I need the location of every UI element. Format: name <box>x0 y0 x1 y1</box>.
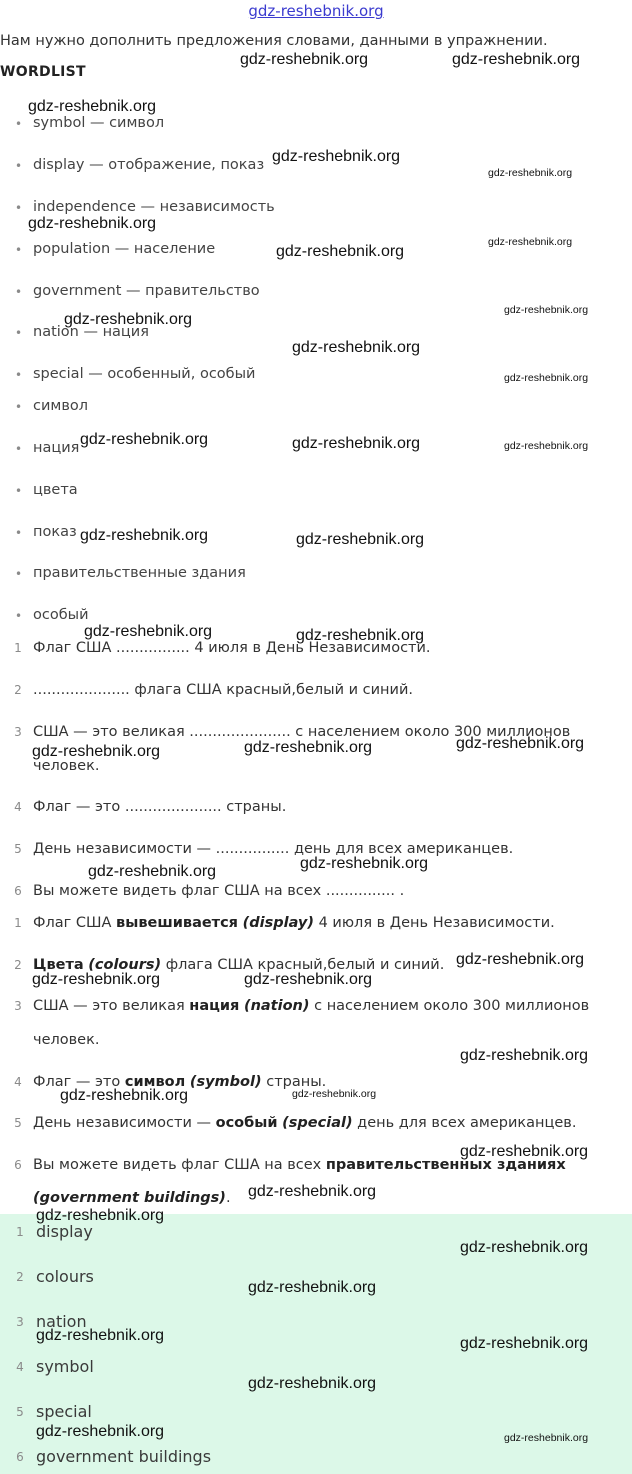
header-watermark-link[interactable]: gdz-reshebnik.org <box>248 2 384 20</box>
watermark: gdz-reshebnik.org <box>276 243 405 260</box>
answer-sentence: Флаг — это символ (symbol) страны. <box>33 1074 327 1090</box>
short-answer: nation <box>36 1312 87 1331</box>
short-answer-number: 3 <box>16 1315 24 1329</box>
watermark: gdz-reshebnik.org <box>488 167 573 179</box>
watermark: gdz-reshebnik.org <box>36 1207 165 1224</box>
watermark: gdz-reshebnik.org <box>60 1087 189 1104</box>
wordlist-item: • нация <box>33 440 79 456</box>
intro-text: Нам нужно дополнить предложения словами, данными в упражнении. <box>0 33 548 49</box>
wordlist-item: • правительственные здания <box>33 565 246 581</box>
answer-number: 5 <box>14 1116 22 1130</box>
watermark: gdz-reshebnik.org <box>80 527 209 544</box>
exercise-number: 4 <box>14 800 22 814</box>
answer-number: 2 <box>14 958 22 972</box>
watermark: gdz-reshebnik.org <box>80 431 209 448</box>
short-answer-number: 1 <box>16 1225 24 1239</box>
answer-sentence: США — это великая нация (nation) с населением около 300 миллионов <box>33 998 590 1014</box>
answer-sentence: Вы можете видеть флаг США на всех правительственных зданиях <box>33 1157 566 1173</box>
short-answer: colours <box>36 1267 94 1286</box>
watermark: gdz-reshebnik.org <box>504 372 589 384</box>
watermark: gdz-reshebnik.org <box>244 739 373 756</box>
watermark: gdz-reshebnik.org <box>300 855 429 872</box>
watermark: gdz-reshebnik.org <box>32 971 161 988</box>
wordlist-item: • special — особенный, особый <box>33 366 255 382</box>
exercise-sentence-continuation: человек. <box>33 758 100 774</box>
exercise-sentence: США — это великая ...................... с населением около 300 миллионов <box>33 724 571 740</box>
watermark: gdz-reshebnik.org <box>36 1327 165 1344</box>
wordlist-item: • символ <box>33 398 88 414</box>
watermark: gdz-reshebnik.org <box>32 743 161 760</box>
wordlist-item: • особый <box>33 607 89 623</box>
watermark: gdz-reshebnik.org <box>292 339 421 356</box>
watermark: gdz-reshebnik.org <box>456 951 585 968</box>
exercise-number: 6 <box>14 884 22 898</box>
exercise-sentence: Флаг США ................ 4 июля в День Независимости. <box>33 640 431 656</box>
short-answer-number: 6 <box>16 1450 24 1464</box>
watermark: gdz-reshebnik.org <box>36 1423 165 1440</box>
watermark: gdz-reshebnik.org <box>292 1088 377 1100</box>
exercise-sentence: ..................... флага США красный,белый и синий. <box>33 682 413 698</box>
answer-sentence: Флаг США вывешивается (display) 4 июля в День Независимости. <box>33 915 555 931</box>
watermark: gdz-reshebnik.org <box>460 1047 589 1064</box>
answer-number: 4 <box>14 1075 22 1089</box>
exercise-sentence: День независимости — ................ день для всех американцев. <box>33 841 514 857</box>
answer-number: 6 <box>14 1158 22 1172</box>
short-answer: government buildings <box>36 1447 212 1466</box>
watermark: gdz-reshebnik.org <box>244 971 373 988</box>
watermark: gdz-reshebnik.org <box>272 148 401 165</box>
watermark: gdz-reshebnik.org <box>460 1239 589 1256</box>
watermark: gdz-reshebnik.org <box>296 627 425 644</box>
short-answer: symbol <box>36 1357 94 1376</box>
wordlist-item: • government — правительство <box>33 283 260 299</box>
wordlist-item: • display — отображение, показ <box>33 157 264 173</box>
exercise-sentence: Вы можете видеть флаг США на всех ............... . <box>33 883 405 899</box>
answer-sentence: День независимости — особый (special) день для всех американцев. <box>33 1115 577 1131</box>
wordlist-item: • independence — независимость <box>33 199 275 215</box>
wordlist-item: • цвета <box>33 482 78 498</box>
wordlist-item: • nation — нация <box>33 324 149 340</box>
answer-sentence-continuation: (government buildings). <box>33 1190 231 1206</box>
exercise-number: 3 <box>14 725 22 739</box>
short-answer-number: 4 <box>16 1360 24 1374</box>
watermark: gdz-reshebnik.org <box>460 1335 589 1352</box>
watermark: gdz-reshebnik.org <box>504 440 589 452</box>
watermark: gdz-reshebnik.org <box>292 435 421 452</box>
exercise-number: 2 <box>14 683 22 697</box>
watermark: gdz-reshebnik.org <box>28 215 157 232</box>
wordlist-title: WORDLIST <box>0 64 86 80</box>
watermark: gdz-reshebnik.org <box>504 1432 589 1444</box>
watermark: gdz-reshebnik.org <box>248 1183 377 1200</box>
answer-sentence: Цвета (colours) флага США красный,белый и синий. <box>33 957 445 973</box>
watermark: gdz-reshebnik.org <box>88 863 217 880</box>
watermark: gdz-reshebnik.org <box>28 98 157 115</box>
answer-sentence-continuation: человек. <box>33 1032 100 1048</box>
exercise-sentence: Флаг — это ..................... страны. <box>33 799 287 815</box>
watermark: gdz-reshebnik.org <box>84 623 213 640</box>
answer-number: 3 <box>14 999 22 1013</box>
watermark: gdz-reshebnik.org <box>504 304 589 316</box>
watermark: gdz-reshebnik.org <box>64 311 193 328</box>
watermark: gdz-reshebnik.org <box>296 531 425 548</box>
watermark: gdz-reshebnik.org <box>248 1375 377 1392</box>
answer-number: 1 <box>14 916 22 930</box>
short-answer-number: 5 <box>16 1405 24 1419</box>
short-answer: special <box>36 1402 92 1421</box>
exercise-number: 5 <box>14 842 22 856</box>
short-answer-number: 2 <box>16 1270 24 1284</box>
wordlist-item: • population — население <box>33 241 215 257</box>
watermark: gdz-reshebnik.org <box>456 735 585 752</box>
watermark: gdz-reshebnik.org <box>240 51 369 68</box>
short-answer: display <box>36 1222 93 1241</box>
watermark: gdz-reshebnik.org <box>488 236 573 248</box>
exercise-number: 1 <box>14 641 22 655</box>
watermark: gdz-reshebnik.org <box>460 1143 589 1160</box>
watermark: gdz-reshebnik.org <box>248 1279 377 1296</box>
wordlist-item: • symbol — символ <box>33 115 164 131</box>
watermark: gdz-reshebnik.org <box>452 51 581 68</box>
wordlist-item: • показ <box>33 524 77 540</box>
